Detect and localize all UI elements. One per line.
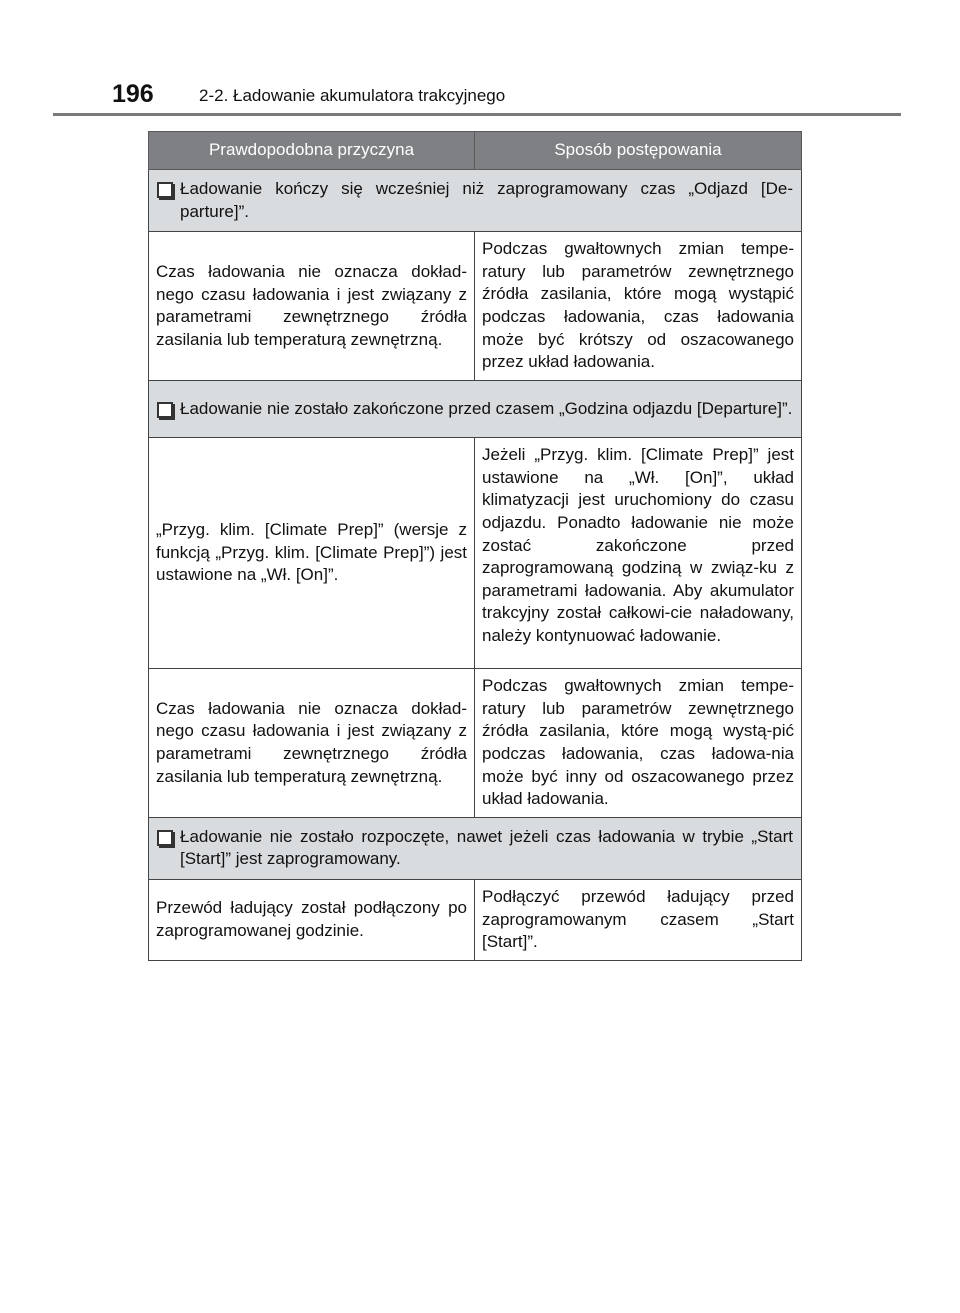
cause-cell: Przewód ładujący został podłączony po zaprogramowanej godzinie.	[149, 879, 475, 960]
header-divider	[53, 113, 901, 116]
checkbox-bullet-icon	[157, 402, 173, 418]
column-header-cause: Prawdopodobna przyczyna	[149, 132, 475, 170]
remedy-cell: Podczas gwałtownych zmian tempe-ratury lub parametrów zewnętrznego źródła zasilania, które mogą wystą-pić podczas ładowania, czas ładowa-nia może być inny od oszacowanego przez układ ładowania.	[475, 669, 802, 818]
cause-cell: Czas ładowania nie oznacza dokład-nego czasu ładowania i jest związany z parametrami zewnętrznego źródła zasilania lub temperaturą zewnętrzną.	[149, 669, 475, 818]
remedy-cell: Podłączyć przewód ładujący przed zaprogramowanym czasem „Start [Start]”.	[475, 879, 802, 960]
cause-cell: „Przyg. klim. [Climate Prep]” (wersje z funkcją „Przyg. klim. [Climate Prep]”) jest ustawione na „Wł. [On]”.	[149, 438, 475, 669]
cause-cell: Czas ładowania nie oznacza dokład-nego czasu ładowania i jest związany z parametrami zewnętrznego źródła zasilania lub temperaturą zewnętrzną.	[149, 232, 475, 381]
section-heading: Ładowanie kończy się wcześniej niż zaprogramowany czas „Odjazd [De-parture]”.	[180, 179, 793, 221]
section-row	[149, 170, 802, 232]
section-row	[149, 817, 802, 879]
table-row	[149, 669, 802, 818]
checkbox-bullet-icon	[157, 182, 173, 198]
table-row	[149, 879, 802, 960]
table-row	[149, 232, 802, 381]
column-header-remedy: Sposób postępowania	[475, 132, 802, 170]
section-heading: Ładowanie nie zostało rozpoczęte, nawet jeżeli czas ładowania w trybie „Start [Start]” jest zaprogramowany.	[180, 826, 793, 869]
section-row	[149, 381, 802, 438]
troubleshooting-table	[148, 131, 802, 961]
section-title: 2-2. Ładowanie akumulatora trakcyjnego	[199, 86, 506, 105]
page-number: 196	[112, 80, 154, 108]
table-header-row	[149, 132, 802, 170]
remedy-cell: Jeżeli „Przyg. klim. [Climate Prep]” jest ustawione na „Wł. [On]”, układ klimatyzacji jest uruchomiony do czasu odjazdu. Ponadto ładowanie nie może zostać zakończone przed zaprogramowaną godziną w związ-ku z parametrami ładowania. Aby akumulator trakcyjny został całkowi-cie naładowany, należy kontynuować ładowanie.	[475, 438, 802, 669]
page-header	[0, 78, 960, 116]
table-row	[149, 438, 802, 669]
checkbox-bullet-icon	[157, 830, 173, 846]
section-heading: Ładowanie nie zostało zakończone przed czasem „Godzina odjazdu [Departure]”.	[180, 398, 793, 418]
remedy-cell: Podczas gwałtownych zmian tempe-ratury lub parametrów zewnętrznego źródła zasilania, które mogą wystąpić podczas ładowania, czas ładowania może być krótszy od oszacowanego przez układ ładowania.	[475, 232, 802, 381]
